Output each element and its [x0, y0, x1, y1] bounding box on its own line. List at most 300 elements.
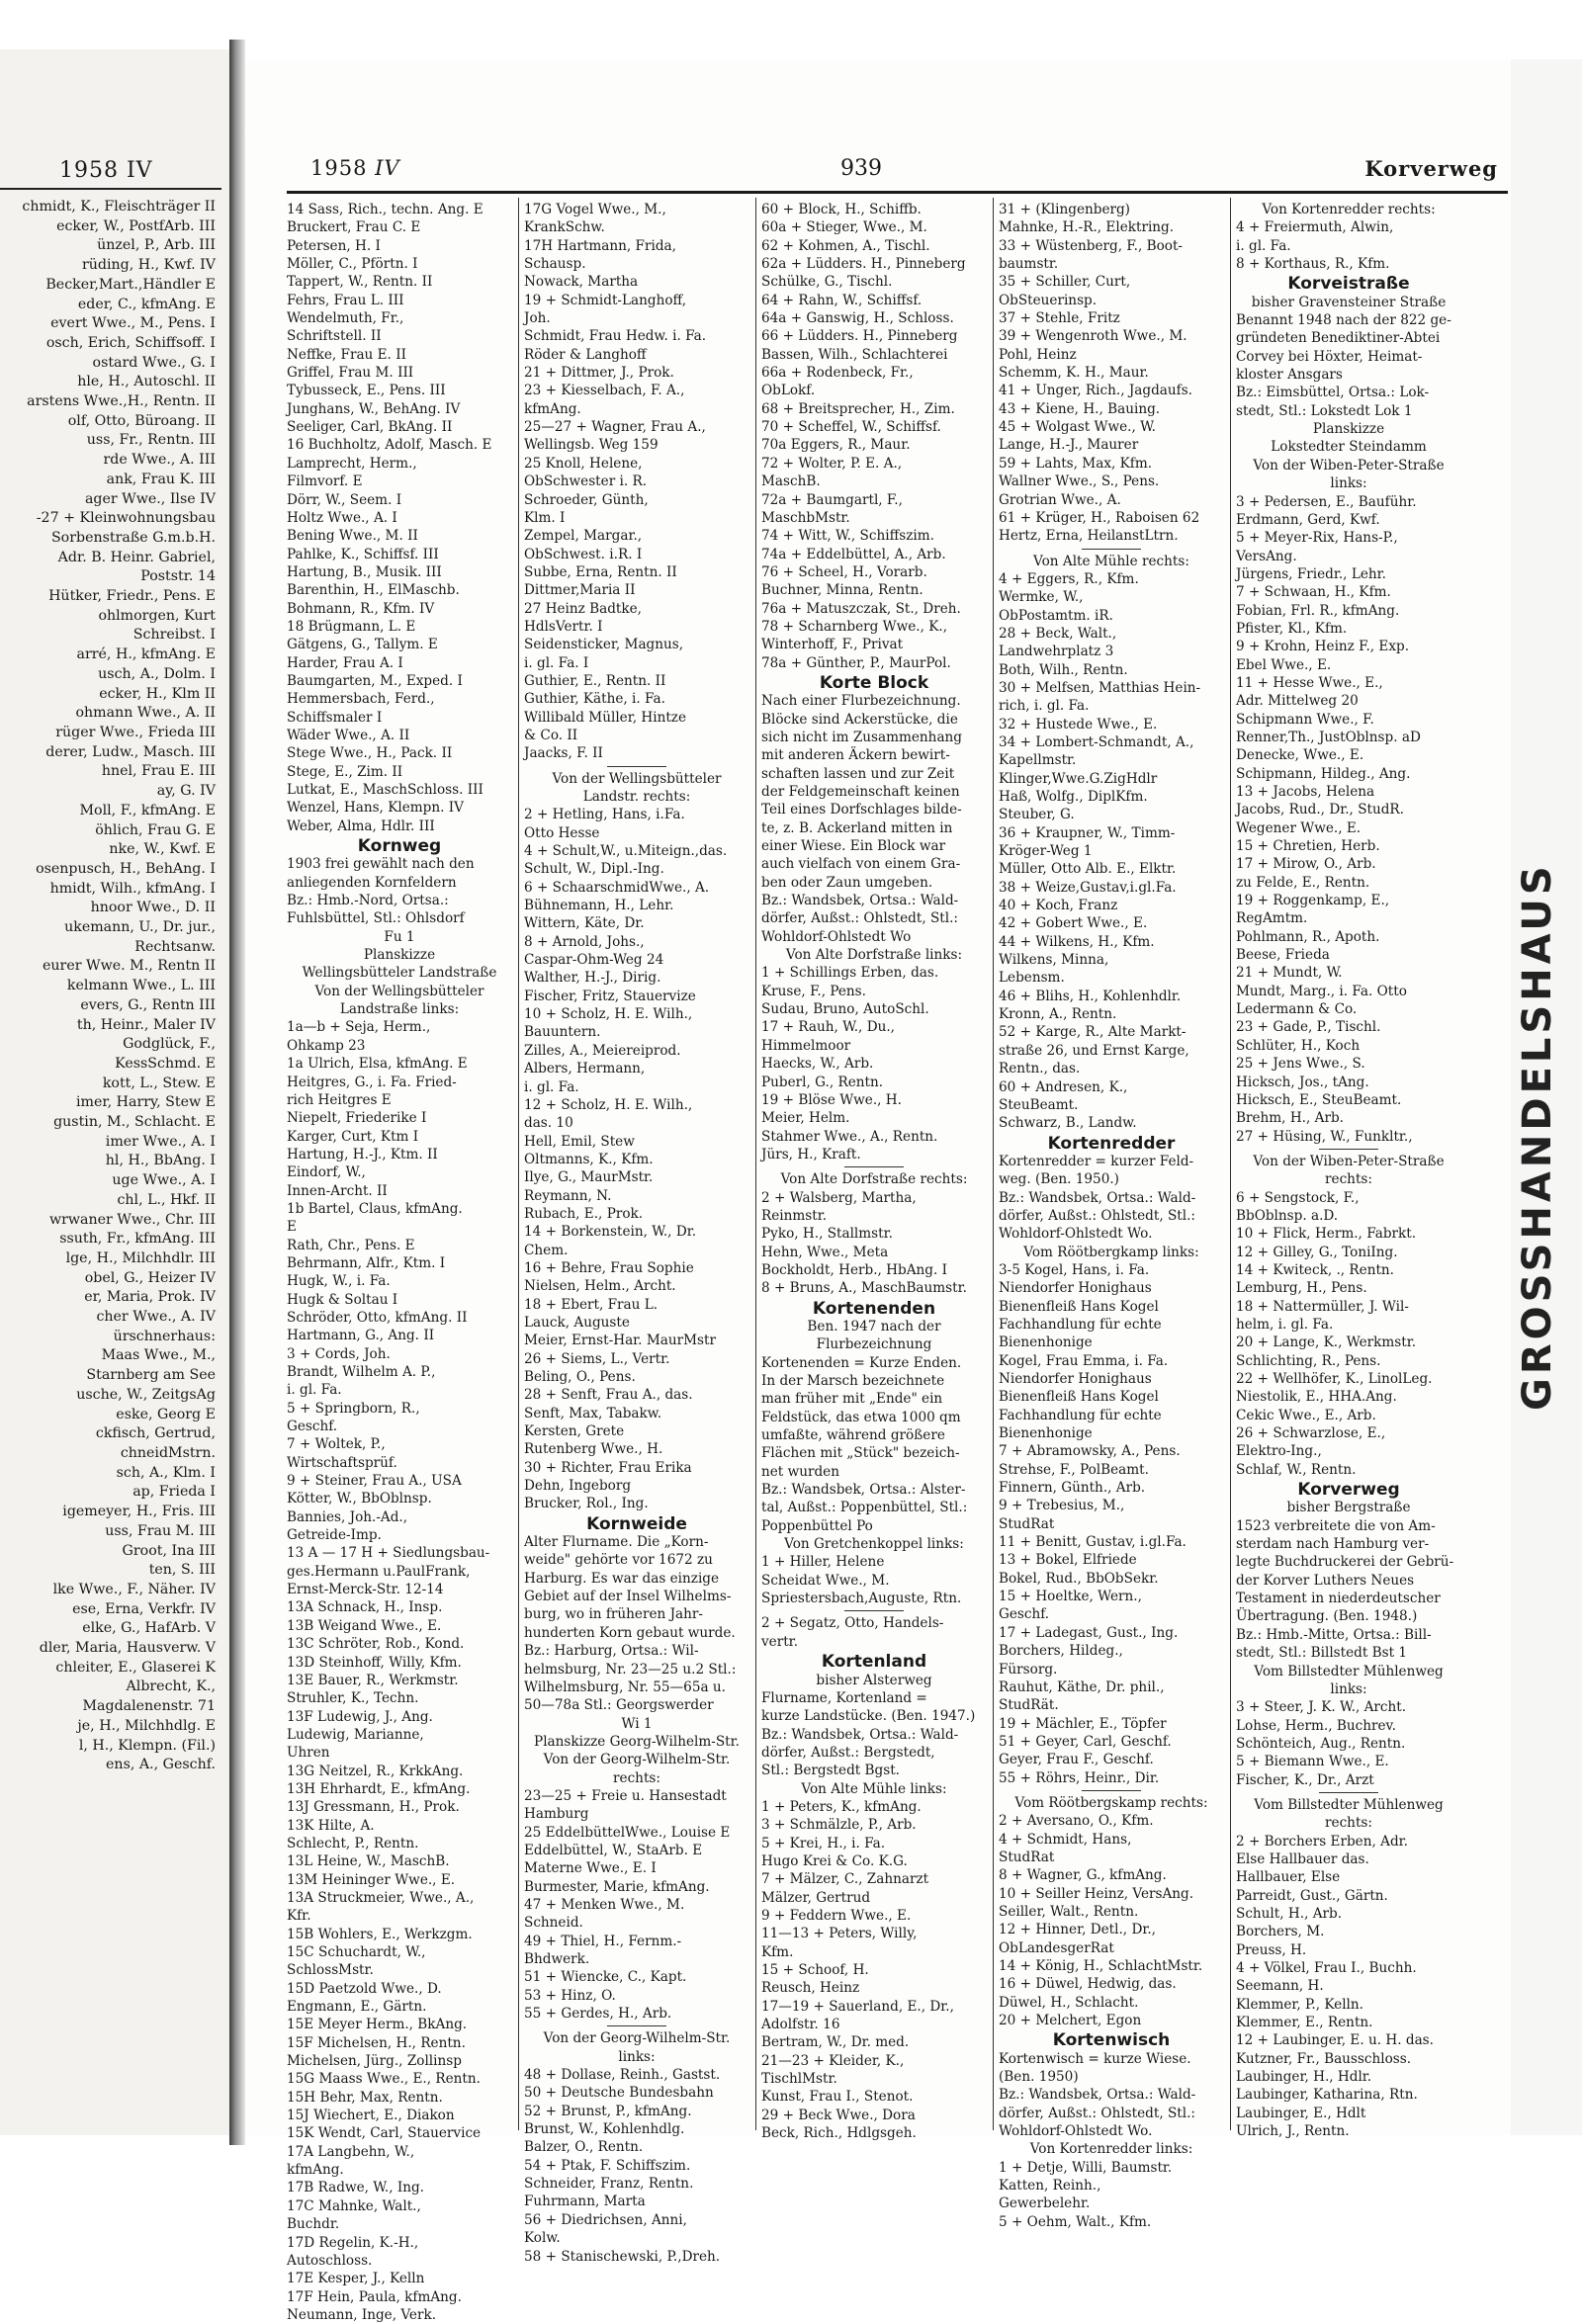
directory-entry: KrankSchw.	[524, 219, 605, 236]
directory-entry: mit anderen Äckern bewirt-	[761, 747, 950, 764]
facing-page-entry: Rechtsanw.	[134, 938, 216, 955]
directory-entry: Mahnke, H.-R., Elektring.	[999, 219, 1175, 236]
street-note: bisher Alsterweg	[816, 1672, 932, 1688]
directory-entry: 56 + Diedrichsen, Anni,	[524, 2211, 687, 2228]
street-heading: Korverweg	[1297, 1480, 1400, 1501]
directory-entry: ges.Hermann u.PaulFrank,	[287, 1563, 471, 1580]
directory-entry: Dehn, Ingeborg	[524, 1478, 632, 1495]
street-heading: Kornweg	[357, 836, 442, 857]
facing-page-entry: Schreibst. I	[132, 627, 216, 644]
directory-entry: Neffke, Frau E. II	[287, 346, 406, 363]
facing-page-entry: öhlich, Frau G. E	[95, 821, 216, 838]
directory-entry: 50 + Deutsche Bundesbahn	[524, 2085, 714, 2102]
directory-entry: 1523 verbreitete die von Am-	[1236, 1517, 1436, 1534]
directory-entry: Pfister, Kl., Kfm.	[1236, 620, 1348, 637]
directory-entry: Weber, Alma, Hdlr. III	[287, 818, 435, 834]
directory-entry: Gebiet auf der Insel Wilhelms-	[524, 1589, 732, 1605]
directory-entry: Stahmer Wwe., A., Rentn.	[761, 1128, 938, 1145]
directory-entry: 13D Steinhoff, Willy, Kfm.	[287, 1654, 462, 1671]
directory-entry: 25—27 + Wagner, Frau A.,	[524, 419, 706, 436]
directory-entry: & Co. II	[524, 727, 578, 743]
facing-page-entry: ens, A., Geschf.	[106, 1757, 216, 1773]
directory-entry: 28 + Beck, Walt.,	[999, 625, 1117, 642]
directory-entry: Eindorf, W.,	[287, 1164, 366, 1181]
section-divider	[1082, 549, 1141, 550]
directory-entry: Kötter, W., BbOblnsp.	[287, 1491, 432, 1507]
directory-entry: 68 + Breitsprecher, H., Zim.	[761, 400, 955, 417]
directory-entry: Schröder, Otto, kfmAng. II	[287, 1309, 468, 1326]
directory-entry: Albers, Hermann,	[524, 1061, 646, 1077]
directory-entry: 18 Brügmann, L. E	[287, 618, 416, 635]
directory-entry: 70 + Scheffel, W., Schiffsf.	[761, 419, 941, 436]
directory-entry: 4 + Freiermuth, Alwin,	[1236, 219, 1394, 236]
directory-entry: 10 + Flick, Herm., Fabrkt.	[1236, 1226, 1417, 1243]
directory-entry: 27 Heinz Badtke,	[524, 600, 642, 617]
directory-entry: 60 + Andresen, K.,	[999, 1078, 1128, 1095]
facing-page-entry: -27 + Kleinwohnungsbau	[36, 510, 216, 527]
directory-entry: i. gl. Fa.	[287, 1382, 342, 1399]
directory-entry: Alter Flurname. Die „Korn-	[524, 1534, 709, 1551]
directory-entry: Hehn, Wwe., Meta	[761, 1244, 889, 1260]
street-note: rechts:	[613, 1769, 660, 1786]
directory-entry: Wäder Wwe., A. II	[287, 727, 410, 743]
directory-entry: Scheidat Wwe., M.	[761, 1572, 890, 1589]
directory-entry: 44 + Wilkens, H., Kfm.	[999, 933, 1155, 950]
directory-entry: 7 + Woltek, P.,	[287, 1436, 386, 1453]
directory-entry: Kortenredder = kurzer Feld-	[999, 1153, 1194, 1169]
facing-page-entry: hle, H., Autoschl. II	[77, 374, 216, 390]
directory-entry: 54 + Ptak, F. Schiffszim.	[524, 2157, 691, 2174]
facing-page-entry: hnoor Wwe., D. II	[90, 900, 216, 916]
directory-entry: dörfer, Außst.: Ohlstedt, Stl.:	[999, 2105, 1195, 2121]
directory-entry: 51 + Geyer, Carl, Geschf.	[999, 1733, 1172, 1750]
street-note: Planskizze Georg-Wilhelm-Str.	[534, 1733, 740, 1750]
street-heading: Kornweide	[586, 1513, 687, 1534]
directory-entry: Schönteich, Aug., Rentn.	[1236, 1735, 1406, 1752]
facing-page-entry: er, Maria, Prok. IV	[84, 1289, 216, 1306]
street-note: rechts:	[1325, 1171, 1372, 1188]
directory-entry: Bruckert, Frau C. E	[287, 219, 421, 236]
directory-entry: 66a + Rodenbeck, Fr.,	[761, 365, 914, 382]
directory-entry: Bertram, W., Dr. med.	[761, 2034, 910, 2051]
directory-entry: Lutkat, E., MaschSchloss. III	[287, 782, 483, 798]
directory-entry: Gätgens, G., Tallym. E	[287, 637, 438, 653]
directory-entry: Müller, Otto Alb. E., Elktr.	[999, 861, 1177, 878]
directory-entry: 47 + Menken Wwe., M.	[524, 1896, 685, 1913]
directory-entry: Bz.: Eimsbüttel, Ortsa.: Lok-	[1236, 385, 1430, 401]
directory-entry: Lange, H.-J., Maurer	[999, 437, 1139, 454]
directory-entry: Materne Wwe., E. I	[524, 1860, 657, 1877]
directory-entry: das. 10	[524, 1115, 573, 1132]
directory-entry: Dittmer,Maria II	[524, 582, 636, 599]
directory-entry: kfmAng.	[524, 400, 581, 417]
facing-page-entry: ese, Erna, Verkfr. IV	[72, 1600, 216, 1617]
directory-entry: Klemmer, E., Rentn.	[1236, 2015, 1373, 2031]
directory-entry: Schülke, G., Tischl.	[761, 274, 893, 291]
directory-entry: 26 + Siems, L., Vertr.	[524, 1350, 670, 1367]
directory-entry: Hemmersbach, Ferd.,	[287, 691, 435, 708]
directory-entry: Möller, C., Pförtn. I	[287, 256, 418, 273]
facing-page-entry: Groot, Ina III	[122, 1542, 216, 1559]
street-note: bisher Gravensteiner Straße	[1251, 294, 1447, 310]
directory-entry: Getreide-Imp.	[287, 1527, 382, 1544]
directory-entry: Bienenhonige	[999, 1334, 1093, 1351]
directory-entry: Ludewig, Marianne,	[287, 1726, 424, 1743]
directory-entry: 3 + Cords, Joh.	[287, 1345, 391, 1362]
directory-entry: Schmidt, Frau Hedw. i. Fa.	[524, 328, 707, 345]
directory-entry: 1b Bartel, Claus, kfmAng.	[287, 1200, 463, 1217]
facing-page-entry: nke, W., Kwf. E	[109, 841, 216, 858]
directory-entry: 19 + Roggenkamp, E.,	[1236, 893, 1390, 909]
header-rule	[287, 191, 1508, 194]
directory-entry: Bassen, Wilh., Schlachterei	[761, 346, 948, 363]
directory-entry: Schipmann Wwe., F.	[1236, 711, 1374, 728]
directory-entry: 17B Radwe, W., Ing.	[287, 2180, 424, 2196]
directory-entry: rich, i. gl. Fa.	[999, 698, 1090, 715]
directory-entry: Niepelt, Friederike I	[287, 1110, 427, 1127]
directory-entry: Bauuntern.	[524, 1024, 601, 1041]
directory-entry: 17 + Rauh, W., Du.,	[761, 1019, 895, 1036]
facing-page-entry: imer, Harry, Stew E	[76, 1094, 216, 1111]
directory-entry: Schneider, Franz, Rentn.	[524, 2176, 694, 2193]
directory-entry: Schwarz, B., Landw.	[999, 1115, 1137, 1132]
directory-entry: Stl.: Bergstedt Bgst.	[761, 1763, 900, 1779]
directory-entry: ObPostamtm. iR.	[999, 607, 1113, 624]
header-year-volume	[310, 156, 400, 180]
section-divider	[1082, 1790, 1141, 1791]
directory-entry: Tybusseck, E., Pens. III	[287, 383, 446, 399]
directory-entry: 33 + Wüstenberg, F., Boot-	[999, 237, 1184, 254]
directory-entry: Pohl, Heinz	[999, 346, 1077, 363]
directory-entry: Wermke, W.,	[999, 589, 1084, 606]
facing-page-entry: rde Wwe., A. III	[103, 452, 216, 469]
street-note: Von Alte Mühle links:	[801, 1780, 947, 1797]
directory-entry: dörfer, Außst.: Ohlstedt, Stl.:	[999, 1207, 1195, 1224]
facing-page-entry: hl, H., BbAng. I	[105, 1153, 216, 1169]
directory-entry: 19 + Mächler, E., Töpfer	[999, 1715, 1167, 1732]
directory-entry: Meier, Ernst-Har. MaurMstr	[524, 1333, 716, 1349]
facing-page-entry: Magdalenenstr. 71	[82, 1698, 216, 1715]
directory-entry: Neumann, Inge, Verk.	[287, 2306, 437, 2323]
directory-entry: 3 + Steer, J. K. W., Archt.	[1236, 1699, 1407, 1716]
directory-entry: Joh.	[524, 310, 551, 327]
directory-entry: 17 + Ladegast, Gust., Ing.	[999, 1624, 1179, 1641]
directory-entry: 5 + Springborn, R.,	[287, 1400, 420, 1417]
directory-entry: 13 + Jacobs, Helena	[1236, 784, 1375, 800]
directory-entry: 13L Heine, W., MaschB.	[287, 1853, 450, 1870]
facing-page-entry: ank, Frau K. III	[106, 471, 216, 487]
directory-entry: Hicksch, Jos., tAng.	[1236, 1074, 1369, 1090]
facing-page-entry: Becker,Mart.,Händler E	[45, 276, 216, 293]
directory-entry: dörfer, Außst.: Ohlstedt, Stl.:	[761, 910, 958, 927]
directory-entry: 15F Michelsen, H., Rentn.	[287, 2034, 466, 2051]
directory-entry: 42 + Gobert Wwe., E.	[999, 915, 1148, 932]
directory-entry: Brucker, Rol., Ing.	[524, 1496, 649, 1512]
facing-page-entry: kelmann Wwe., L. III	[66, 978, 216, 994]
street-note: Von der Georg-Wilhelm-Str.	[543, 1752, 731, 1768]
page-number: 939	[840, 156, 882, 181]
directory-entry: Kunst, Frau I., Stenot.	[761, 2089, 914, 2106]
facing-page-entry: sch, A., Klm. I	[116, 1464, 216, 1481]
directory-entry: ben oder Zaun umgeben.	[761, 874, 933, 891]
directory-entry: Fachhandlung für echte	[999, 1407, 1162, 1423]
directory-entry: Wohldorf-Ohlstedt Wo	[761, 928, 912, 945]
section-divider	[844, 1610, 904, 1611]
facing-page-entry: l, H., Klempn. (Fil.)	[78, 1737, 216, 1754]
directory-entry: Hartung, H.-J., Ktm. II	[287, 1146, 438, 1162]
directory-entry: Ebel Wwe., E.	[1236, 656, 1332, 673]
facing-page-entry: cher Wwe., A. IV	[96, 1309, 216, 1326]
directory-entry: 39 + Wengenroth Wwe., M.	[999, 328, 1187, 345]
directory-entry: i. gl. Fa.	[1236, 237, 1291, 254]
directory-entry: helm, i. gl. Fa.	[1236, 1316, 1334, 1333]
directory-entry: Reinmstr.	[761, 1207, 828, 1224]
facing-page-entry: wrwaner Wwe., Chr. III	[48, 1211, 216, 1228]
directory-entry: Laubinger, E., Hdlt	[1236, 2105, 1366, 2121]
directory-entry: StudRat	[999, 1515, 1055, 1532]
directory-entry: 60 + Block, H., Schiffb.	[761, 202, 922, 217]
directory-entry: 64 + Rahn, W., Schiffsf.	[761, 292, 923, 308]
street-heading: Korveistraße	[1287, 274, 1410, 295]
directory-entry: 1 + Hiller, Helene	[761, 1554, 885, 1571]
directory-entry: 4 + Schmidt, Hans,	[999, 1831, 1132, 1848]
directory-entry: Ernst-Merck-Str. 12-14	[287, 1582, 444, 1598]
directory-entry: Preuss, H.	[1236, 1941, 1307, 1958]
directory-entry: 28 + Senft, Frau A., das.	[524, 1387, 693, 1404]
directory-entry: legte Buchdruckerei der Gebrü-	[1236, 1554, 1454, 1571]
directory-entry: 25 EddelbüttelWwe., Louise E	[524, 1824, 731, 1841]
directory-entry: Oltmanns, K., Kfm.	[524, 1151, 654, 1167]
facing-page-entry: rüding, H., Kwf. IV	[81, 257, 216, 274]
directory-entry: 17F Hein, Paula, kfmAng.	[287, 2288, 462, 2305]
section-divider	[607, 2025, 666, 2026]
directory-entry: Schult, W., Dipl.-Ing.	[524, 861, 664, 878]
facing-page-entry: usch, A., Dolm. I	[98, 665, 216, 682]
directory-entry: 2 + Borchers Erben, Adr.	[1236, 1833, 1408, 1850]
directory-entry: Bohmann, R., Kfm. IV	[287, 600, 435, 617]
directory-entry: 23—25 + Freie u. Hansestadt	[524, 1787, 727, 1804]
directory-entry: Seidensticker, Magnus,	[524, 637, 684, 653]
street-note: Von Kortenredder rechts:	[1262, 202, 1436, 217]
directory-entry: 3 + Schmälzle, P., Arb.	[761, 1817, 917, 1834]
directory-entry: VersAng.	[1236, 548, 1297, 564]
directory-entry: Benannt 1948 nach der 822 ge-	[1236, 312, 1451, 329]
directory-entry: Autoschloss.	[287, 2252, 373, 2269]
directory-entry: ObSchwest. i.R. I	[524, 546, 643, 562]
directory-entry: Beck, Rich., Hdlgsgeh.	[761, 2125, 917, 2142]
directory-entry: Junghans, W., BehAng. IV	[287, 400, 461, 417]
directory-entry: Corvey bei Höxter, Heimat-	[1236, 348, 1423, 365]
directory-entry: kurze Landstücke. (Ben. 1947.)	[761, 1708, 976, 1725]
directory-entry: anliegenden Kornfeldern	[287, 874, 457, 891]
directory-entry: 2 + Hetling, Hans, i.Fa.	[524, 807, 685, 823]
directory-entry: der Feldgemeinschaft keinen	[761, 784, 960, 800]
directory-entry: 1 + Schillings Erben, das.	[761, 965, 939, 982]
directory-entry: 13M Heininger Wwe., E.	[287, 1871, 456, 1888]
directory-entry: 22 + Wellhöfer, K., LinolLeg.	[1236, 1371, 1433, 1387]
directory-entry: Eddelbüttel, W., StaArb. E	[524, 1842, 703, 1858]
directory-entry: Fischer, K., Dr., Arzt	[1236, 1771, 1374, 1788]
directory-entry: Rauhut, Käthe, Dr. phil.,	[999, 1678, 1165, 1695]
directory-entry: Rentn., das.	[999, 1061, 1081, 1077]
street-note: Von Alte Dorfstraße links:	[785, 947, 963, 964]
directory-column-2	[524, 201, 749, 2265]
directory-entry: Pohlmann, R., Apoth.	[1236, 928, 1380, 945]
directory-entry: 15C Schuchardt, W.,	[287, 1944, 426, 1960]
directory-entry: Filmvorf. E	[287, 473, 363, 490]
directory-entry: Jürs, H., Kraft.	[761, 1146, 861, 1162]
directory-entry: Bokel, Rud., BbObSekr.	[999, 1570, 1159, 1587]
directory-entry: schaften lassen und zur Zeit	[761, 765, 955, 782]
directory-entry: Kröger-Weg 1	[999, 843, 1093, 860]
directory-entry: Wenzel, Hans, Klempn. IV	[287, 800, 464, 817]
facing-page-entry: igemeyer, H., Fris. III	[62, 1504, 216, 1520]
directory-entry: Innen-Archt. II	[287, 1182, 388, 1199]
directory-entry: Jaacks, F. II	[524, 745, 603, 762]
directory-entry: Landwehrplatz 3	[999, 644, 1114, 660]
directory-entry: Klm. I	[524, 509, 566, 526]
directory-entry: In der Marsch bezeichnete	[761, 1373, 945, 1389]
directory-entry: 5 + Meyer-Rix, Hans-P.,	[1236, 530, 1398, 547]
directory-entry: 16 Buchholtz, Adolf, Masch. E	[287, 437, 492, 454]
directory-entry: helmsburg, Nr. 23—25 u.2 Stl.:	[524, 1661, 737, 1678]
directory-entry: Schipmann, Hildeg., Ang.	[1236, 765, 1411, 782]
facing-page-entry: lge, H., Milchhdlr. III	[65, 1249, 216, 1266]
facing-page-entry: ckfisch, Gertrud,	[95, 1425, 216, 1442]
directory-entry: Kortenwisch = kurze Wiese.	[999, 2050, 1191, 2067]
directory-entry: 26 + Schwarzlose, E.,	[1236, 1425, 1386, 1442]
directory-entry: SteuBeamt.	[999, 1096, 1079, 1113]
directory-entry: Lemburg, H., Pens.	[1236, 1280, 1367, 1297]
street-note: Von der Wiben-Peter-Straße	[1253, 457, 1445, 473]
facing-page-entry: ten, S. III	[148, 1562, 216, 1579]
directory-entry: 55 + Gerdes, H., Arb.	[524, 2006, 672, 2023]
directory-entry: 12 + Laubinger, E. u. H. das.	[1236, 2032, 1434, 2049]
directory-entry: 36 + Kraupner, W., Timm-	[999, 824, 1176, 841]
directory-entry: kfmAng.	[287, 2162, 344, 2179]
directory-entry: Michelsen, Jürg., Zollinsp	[287, 2053, 462, 2070]
directory-entry: 50—78a Stl.: Georgswerder	[524, 1697, 714, 1714]
section-divider	[844, 1166, 904, 1167]
directory-entry: Schiffsmaler I	[287, 709, 383, 726]
directory-entry: 5 + Oehm, Walt., Kfm.	[999, 2213, 1152, 2230]
directory-entry: Hell, Emil, Stew	[524, 1133, 635, 1150]
directory-entry: Lamprecht, Herm.,	[287, 455, 417, 472]
directory-entry: 14 + Borkenstein, W., Dr.	[524, 1224, 697, 1241]
facing-page-entry: Hütker, Friedr., Pens. E	[48, 588, 216, 605]
street-heading: Kortenland	[821, 1652, 927, 1673]
directory-entry: 19 + Blöse Wwe., H.	[761, 1091, 902, 1108]
directory-entry: Laubinger, Katharina, Rtn.	[1236, 2087, 1418, 2104]
page-header	[287, 156, 1508, 190]
directory-entry: 13J Gressmann, H., Prok.	[287, 1799, 460, 1816]
directory-entry: 27 + Hüsing, W., Funkltr.,	[1236, 1128, 1413, 1145]
street-note: links:	[1330, 1680, 1367, 1697]
facing-page-entry: rüger Wwe., Frieda III	[55, 724, 216, 740]
directory-entry: Himmelmoor	[761, 1037, 851, 1054]
directory-entry: auch vielfach von einem Gra-	[761, 856, 961, 873]
directory-entry: Karger, Curt, Ktm I	[287, 1128, 419, 1145]
directory-entry: 15E Meyer Herm., BkAng.	[287, 2017, 468, 2033]
directory-entry: BbOblnsp. a.D.	[1236, 1207, 1339, 1224]
left-header-rule	[0, 188, 221, 190]
directory-entry: Hertz, Erna, HeilanstLtrn.	[999, 528, 1179, 545]
directory-entry: weide" gehörte vor 1672 zu	[524, 1552, 713, 1569]
directory-entry: Jürgens, Friedr., Lehr.	[1236, 565, 1386, 582]
facing-page-entry: ager Wwe., Ilse IV	[84, 490, 216, 507]
directory-entry: 52 + Karge, R., Alte Markt-	[999, 1024, 1186, 1041]
directory-entry: Bz.: Wandsbek, Ortsa.: Wald-	[999, 2087, 1196, 2104]
directory-entry: 52 + Brunst, P., kfmAng.	[524, 2103, 692, 2119]
directory-entry: Buchdr.	[287, 2216, 340, 2233]
directory-entry: 13E Bauer, R., Werkmstr.	[287, 1672, 459, 1688]
directory-entry: Barenthin, H., ElMaschb.	[287, 582, 460, 599]
directory-entry: 35 + Schiller, Curt,	[999, 274, 1131, 291]
directory-entry: 8 + Arnold, Johs.,	[524, 933, 645, 950]
directory-entry: Flächen mit „Stück" bezeich-	[761, 1445, 960, 1462]
directory-entry: Guthier, Käthe, i. Fa.	[524, 691, 665, 708]
directory-entry: der Korver Luthers Neues	[1236, 1572, 1415, 1589]
directory-entry: Niestolik, E., HHA.Ang.	[1236, 1389, 1397, 1406]
street-note: Vom Röötbergskamp rechts:	[1014, 1794, 1208, 1811]
directory-entry: 17C Mahnke, Walt.,	[287, 2197, 421, 2214]
directory-entry: Parreidt, Gust., Gärtn.	[1236, 1887, 1388, 1904]
directory-entry: 13A Struckmeier, Wwe., A.,	[287, 1889, 475, 1906]
directory-entry: Pahlke, K., Schiffsf. III	[287, 546, 439, 562]
street-note: Von Kortenredder links:	[1029, 2141, 1193, 2158]
directory-entry: 14 + König, H., SchlachtMstr.	[999, 1958, 1203, 1974]
directory-entry: Beling, O., Pens.	[524, 1369, 636, 1385]
directory-entry: Hugo Krei & Co. K.G.	[761, 1852, 908, 1869]
directory-entry: Bz.: Hmb.-Nord, Ortsa.:	[287, 893, 449, 909]
directory-entry: Feldstück, das etwa 1000 qm	[761, 1409, 961, 1425]
directory-entry: Fürsorg.	[999, 1661, 1058, 1678]
directory-entry: 14 + Kwiteck, ., Rentn.	[1236, 1261, 1395, 1278]
facing-page-entry: Starnberg am See	[86, 1367, 216, 1384]
section-divider	[1319, 1792, 1378, 1793]
directory-entry: 72a + Baumgartl, F.,	[761, 491, 903, 508]
directory-entry: Elektro-Ing.,	[1236, 1443, 1322, 1460]
directory-entry: 12 + Gilley, G., ToniIng.	[1236, 1244, 1398, 1260]
directory-entry: Jacobs, Rud., Dr., StudR.	[1236, 802, 1404, 818]
directory-entry: Engmann, E., Gärtn.	[287, 1999, 427, 2016]
facing-page-entry: arstens Wwe.,H., Rentn. II	[27, 393, 216, 410]
directory-entry: 9 + Feddern Wwe., E.	[761, 1907, 912, 1924]
directory-entry: 18 + Ebert, Frau L.	[524, 1296, 659, 1313]
directory-entry: 15 + Hoeltke, Wern.,	[999, 1589, 1142, 1605]
directory-entry: 7 + Schwaan, H., Kfm.	[1236, 584, 1391, 601]
directory-entry: Guthier, E., Rentn. II	[524, 672, 666, 689]
street-note: rechts:	[1325, 1815, 1372, 1832]
directory-entry: Kortenenden = Kurze Enden.	[761, 1354, 962, 1371]
directory-entry: Wallner Wwe., S., Pens.	[999, 473, 1160, 490]
street-note: Von der Wellingsbütteler	[552, 770, 722, 787]
directory-entry: Reymann, N.	[524, 1187, 612, 1204]
directory-entry: 13C Schröter, Rob., Kond.	[287, 1636, 465, 1653]
facing-page-entry: uss, Fr., Rentn. III	[86, 432, 216, 449]
facing-page-entry: ohmann Wwe., A. II	[75, 705, 216, 722]
directory-entry: stedt, Stl.: Billstedt Bst 1	[1236, 1645, 1408, 1662]
directory-entry: Bienenfleiß Hans Kogel	[999, 1298, 1159, 1315]
facing-page-entry: ecker, W., PostfArb. III	[56, 217, 216, 234]
directory-entry: stedt, Stl.: Lokstedt Lok 1	[1236, 402, 1413, 419]
directory-entry: 2 + Walsberg, Martha,	[761, 1189, 917, 1206]
directory-entry: 1903 frei gewählt nach den	[287, 856, 475, 873]
directory-entry: Finnern, Günth., Arb.	[999, 1480, 1146, 1497]
street-note: Wi 1	[621, 1715, 653, 1732]
directory-entry: 16 + Behre, Frau Sophie	[524, 1259, 694, 1276]
directory-entry: Kfr.	[287, 1908, 311, 1925]
